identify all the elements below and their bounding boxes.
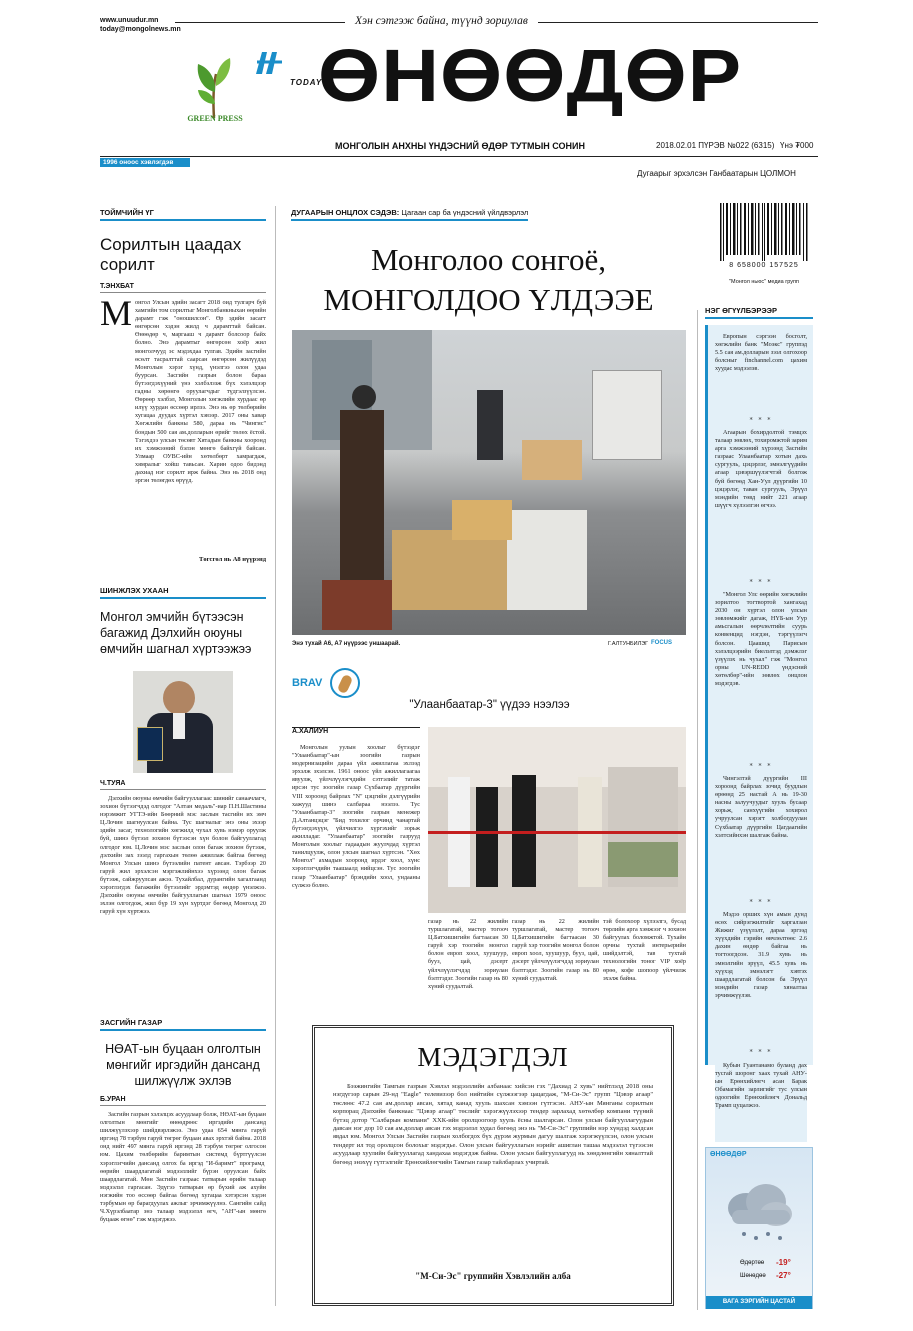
science-author: Ч.ТУЯА [100, 780, 266, 790]
separator-dots: * * * [749, 763, 773, 770]
world-label: НЭГ ӨГҮҮЛБЭРЭЭР [705, 306, 813, 319]
green-press-logo [186, 52, 242, 130]
barcode-caption: "Монгол ньюс" медиа групп [729, 279, 799, 285]
site-email[interactable]: today@mongolnews.mn [100, 26, 181, 33]
notice-sign: "М-Си-Эс" группийн Хэвлэлийн алба [415, 1271, 571, 1281]
world-section [705, 306, 813, 319]
notice-text: Бээжингийн Тамгын газрын Хэвлэл мэдээллийн албанаас хийсэн гэх "Дахиад 2 хувь" нийтлэлд 2018 оны нэгдүгээр сарын 29-нд "Eagle" телевизээр бол нийтийн сүлжээгээр цацагдаж, "М-Си-Эс" групп "Цэвэр агаар" төслөөс 47.2 сая ам.доллар авсан, хятад канад хууль шахсан хэмээн гүтгэсэн. АНУ-ын Мянганы сорилтын корпорац Дэлхийн банкнаас "Цэвэр агаар" төслийг хэрэгжүүлэхээр тендер зарлахад хөтөлбөр компани түүний бүтэц дотор "Салбарын компани" ХХК-ийн оролцоогоор хууль ёсны шалгарсан. Олон улсын байгууллагуудын давсан нэг дор 10 сая ам.доллар авсан гэх мэдээлэл худал бөгөөд энэ нь "М-Си-Эс" группийн нэр хүндэд халдсан явдал юм. Монгол Улсын Засгийн газрын холбогдох бүх дүрэм журмын дагуу шалгаж хэрэгжүүлсэн, олон улсын тендерт ил тод оролцсон болохыг мэдэгдье. Олон улсын байгууллагын нэрийг ашиглан ташаа мэдээлэл түгээсэн асуудлаар хуулийн байгууллагад хандахаа мэдэгдэж байна. Олон улсын байгууллагууд нь хөндлөнгийн хяналттай бөгөөд энэхүү гүтгэлгийг Ерөнхийлөгчийн Тамгын газар тайлбарлах учиртай. [333, 1083, 653, 1166]
notice-title: МЭДЭГДЭЛ [417, 1042, 569, 1072]
weather-label: ӨНӨӨДӨР [710, 1151, 747, 1158]
brand-col3: тэй болохоор хүлээлгэ, бусад төрлийн арга хэмжээг ч зохион байгуулах боломжтой. Тухайн орчны тухтай интерьерийн шийдэлтэй, тав тухтай технологийн тоног VIP хоёр өрөө, кофе шопоор үйлчилж эхэлж байна. [603, 918, 686, 982]
world-item-4: Чингэлтэй дүүргийн III хороонд байрлах зочид буудлын өрөөнд 25 настай А нь 19-30 насны залуучуудыг хууль бусаар хорьж, санхүүгийн хохирол учруулсан хэрэгт холбогдуулан Сүхбаатар дүүргийн Цагдаагийн хэлтсийнхэн шалгаж байна. [715, 775, 807, 839]
separator-dots: * * * [749, 1049, 773, 1056]
lead-headline-1: Монголоо сонгоё, [371, 242, 606, 277]
editorial-label: ТОЙМЧИЙН ҮГ [100, 208, 266, 221]
focus-logo: FOCUS [651, 640, 672, 646]
world-item-3: "Монгол Улс өөрийн хөгжлийн зорилтоо тогтвортой хангахад 2030 он хүртэл олон улсын зөвлөмжийг дагаж, НҮБ-ын Уур амьсгалын өөрчлөлтийн суурь конвенцид нэгдэн, тэргүүлэгч болсон. Цаашид Парисын хэлэлцээрийн биелэлтэд дэмжлэг үзүүлэх нь чухал" гэж "Монгол орны UN-REDD үндэсний хөтөлбөр"-ийн зөвлөх онцлон мэдэгдэв. [715, 591, 807, 688]
brand-title: "Улаанбаатар-3" үүдээ нээлээ [409, 699, 570, 711]
masthead-rule [100, 156, 818, 157]
editorial-dropcap: М [100, 293, 133, 333]
lead-credit: Г.АЛТУНБИЛЭГ [608, 641, 649, 647]
price: Үнэ ₮000 [780, 141, 814, 150]
government-author: Б.УРАН [100, 1096, 266, 1106]
government-text: Засгийн газрын хэлэлцэх асуудлаар болж, НӨАТ-ын буцаан олголтын мөнгийг өнөөдрөөс иргэдийн дансанд шилжүүлэхээр шийдвэрлэжээ. Энэ удаа 654 мянга гаруй иргэнд 78 тэрбум гаруй төгрөг буцаан авах эрхтэй байна. 2018 онд нийт 497 мянга гаруй иргэнд 28 тэрбум төгрөг олгосон юм. Цахим төлбөрийн баримтын системд бүртгүүлсэн хэрэглэгчийн дансанд олгох ба иргэд "И-баримт" програмд ​​өөрийн шаардлагатай мэдээллийг бүрэн оруулсан байх шаардлагатай. Мөн Засгийн газраас татварын өрийн талаар мэдээлэл гаргасан. Эдүгээ татварын өр бүхий аж ахуйн нэгжийн тоо өссөөр байгаа бөгөөд хугацаа хэтэрсэн хэдэн тэрбумын өр барагдуулах ажлыг эрчимжүүлнэ. Сангийн сайд Ч.Хүрэлбаатар энэ талаар мэдээлэл өгч, "АН"-ын мөнгө буцааж өгнө" гэж мэдэгджээ. [100, 1111, 266, 1224]
barcode-digits: 8 658000 157525 [729, 262, 799, 269]
today-label: TODAY [290, 78, 323, 87]
editorial-section [100, 208, 266, 563]
brand-author: А.ХАЛИУН [292, 728, 329, 735]
government-label: ЗАСГИЙН ГАЗАР [100, 1018, 266, 1031]
government-section [100, 1018, 266, 1305]
lead-label [291, 208, 528, 221]
world-panel [705, 325, 813, 1065]
brand-col1: Монголын уулын хоолыг бүтээдэг "Улаанбаатар"-ын зоогийн газрын модернизацийн дараа үйл ажиллагаа эхлээд эрхэлж эхэлсэн. 1961 оноос үйл ажиллагаагаа явуулж, үйлчлүүлэгчдийн сэтгэлийг татаж ирсэн тус зоогийн газар Сүхбаатар дүүргийн VIII хороонд байрлах "N" цэцгийн дэлгүүрийн хажууд шинэ салбараа нээлээ. Тус "Улаанбаатар-3" зоогийн газрын менежер Д.Алтанцэцэг "Бид тохилог орчинд чанартай бүтээгдэхүүн, үйлчилгээ хүргэхийг зорьж ажилладаг. "Улаанбаатар" зоогийн газрууд Монголын хоолыг гадаадын жуулчдад хүртэл танилцуулж, олон улсын шагнал хүртсэн. "Хөх Монгол" ахмадын хооронд ирдэг хоол, хүнс хэрэглэгчдийн таашаалд нийцсэн. Тус зоогийн газар "Улаанбаатар" брэндийн хоол, ундааны сүлжээ болно. [292, 744, 420, 889]
brand-logo: BRAV [292, 677, 323, 689]
night-label: Шөнөдөө [740, 1273, 766, 1279]
editorial-author: Т.ЭНХБАТ [100, 283, 266, 293]
science-section [100, 586, 266, 1013]
lead-headline-2: МОНГОЛДОО ҮЛДЭЭЕ [323, 282, 654, 317]
science-text: Дэлхийн оюуны өмчийн байгууллагаас шинийг санаачлагч, зохион бүтээгчдэд олгодог "Алтан медаль"-иар П.Н.Шастины нэрэмжит УГТЭ-ийн Бөөрний мэс заслын тасгийн их эмч Ц.Лочин шагнуулсан байна. Тус шагналыг энэ оны эхээр эдийн засаг, технологийн хөгжилд чухал хувь нэмэр оруулж буй, шинэ бүтээл зохион бүтээсэн хүн болон байгууллагад олгодог юм. Ц.Лочин мэс заслын олон багаж зохион бүтээж, дэлхийн зах зээлд гаргахын төлөө ажиллаж байгаа бөгөөд Монгол Улсын шинэ бүтээлийн патент авсан. Тэрбээр 20 гаруй жил эрхэлсэн мэргэжлийнхээ хүрээнд олон багаж бүтээж, сайжруулсан ажээ. Тухайлбал, дурангийн хагалгаанд хэрэглэгдэх багажийн бүтээлийг эрдэмтэд өндөр үнэлжээ. Дэлхийн оюуны өмчийн байгууллагын шагнал 1979 оноос эхлэн олгогдож, жил бүр 19 хүн хүртдэг бөгөөд Монголд 20 гаруй хүн хүртжээ. [100, 795, 266, 916]
founded-label: 1996 оноос хэвлэгдэв [103, 159, 174, 166]
weather-footer: ВАГА ЗЭРГИЙН ЦАСТАЙ [706, 1296, 812, 1309]
world-item-2: Агаарын бохирдолтой тэмцэх талаар зөвлөх, тохиромжтой зарим арга хэмжээний хүрээнд Засгийн газраас Улаанбаатар хотын дахь сургууль, цэцэрлэг, эмнэлгүүдийн агаар цэвэршүүлэгчтэй болгож буй бөгөөд Хан-Уул дүүргийн 10 цэцэрлэг, таван сургууль, Эрүүл мэндийн төвд нийт 221 агаар шүүгч хүлээлгэн өгчээ. [715, 429, 807, 509]
barcode [718, 203, 810, 261]
government-title: НӨАТ-ын буцаан олголтын мөнгийг иргэдийн дансанд шилжүүлж эхлэв [105, 1042, 261, 1088]
day-label: Өдөртөө [740, 1260, 765, 1266]
doctor-photo [133, 671, 233, 773]
weather-box [705, 1147, 813, 1309]
lead-caption: Энэ тухай А6, А7 нүүрээс уншаарай. [292, 641, 401, 647]
column-divider-right [697, 310, 698, 1310]
world-item-6: Кубын Гуантанамо буланд дах тусгай шоронг хаах тухай АНУ-ын Ерөнхийлөгч асан Барак Обамагийн зарлигийг тус улсын одоогийн Ерөнхийлөгч Дональд Трамп цуцалжээ. [715, 1062, 807, 1142]
brand-col2b: газар нь 22 жилийн туршлагатай, мастер тогооч Ц.Батхишигийн багтаасан 30 гаруй хэр тоогийн монгол болон европ хоол, хуушуур, бууз, цай, дэсерт үйлчлүүлэгчдэд зориулан бэлтгэдэг. Зоогийн газар нь 80 хүний суудалтай. [512, 918, 599, 982]
brand-col2: газар нь 22 жилийн туршлагатай, мастер тогооч Ц.Батхишигийн багтаасан 30 гаруй хэр тоогийн монгол болон европ хоол, хуушуур, бууз, цай, дэсерт үйлчлүүлэгчдэд зориулан бэлтгэдэг. Зоогийн газар нь 80 хүний суудалтай. [428, 918, 508, 990]
separator-dots: * * * [749, 579, 773, 586]
cloud-snow-icon [724, 1176, 796, 1246]
column-divider-left [275, 206, 276, 1306]
lead-label-suffix: Цагаан сар ба үндэсний үйлдвэрлэл [401, 208, 529, 217]
masthead-title: ӨНӨӨДӨР [318, 34, 743, 117]
science-title: Монгол эмчийн бүтээсэн багажид Дэлхийн оюуны өмчийн шагнал хүртээжээ [100, 610, 252, 656]
editorial-text: онгол Улсын эдийн засагт 2018 оид тулгарч буй хамгийн том сорилтыг Монголбанкныхан өөрийн дарамт гэж "оношилсон". Өр эдийн засагт өнгөрсөн хэдэн жилд ч дарамттай байсан. Өнөөдөр ч, маргааш ч дарамт болсоор байх болно. Энэ дарамтыг өнгөрсөн хоёр жил монголчууд эс мэдэхдаа тулгав. Эдийн засгийн өсөлт тасралттай саарсан өнгөрсөн жилүүдэд Монголын хэрэг хүнд, үнэлгээ олон удаа буурсан. Засгийн газрын болон бараа бүтээгдэхүүний үнэ хэлбэлзэж бүх хэлэлцээр гадны хөрөнгө оруулагчдыг түдгэлзүүлсэн. Өөрөөр хэлбэл, Монголын хөгжлийн хурдаас өр илүү хурдан өссөөр ирлээ. Энэ нь өр төлбөрийн хугацаа дуудах хүртэл хэвээр. 2017 оны хавар Хөгжлийн банкны 580, дараа нь "Чингис" бондын 500 сая ам.долларын өрийг төлөх ёстой. Тэгэхдээ улсын төсөвт Хятадын банкны хооронд их хэмжээний бэлэн мөнгө байхгүй байсан. Улмаар ОУВС-ийн хөтөлбөрт хамрагдаж, хямралыг хойш тавьсан. Харин одоо бидэнд дахиад нэг сорилт ирж байна. Энэ нь 2018 онд эргэн төлөгдөх өрүүд. [135, 299, 266, 485]
editor-label: Дугаарыг эрхэлсэн Ганбаатарын ЦОЛМОН [637, 169, 796, 178]
newspaper-logo-icon [254, 48, 290, 88]
slogan: Хэн сэтгэж байна, түүнд зориулав [345, 15, 538, 27]
ribbon-photo [428, 727, 686, 913]
issue-info: 2018.02.01 ПҮРЭВ №022 (6315) [656, 141, 775, 150]
science-label: ШИНЖЛЭХ УХААН [100, 586, 266, 599]
night-temp: -27° [776, 1271, 791, 1280]
separator-dots: * * * [749, 417, 773, 424]
world-panel-edge [705, 325, 708, 1065]
editorial-continue[interactable]: Төгсгөл нь А8 нүүрэнд [199, 556, 266, 563]
notice-box [312, 1025, 674, 1306]
separator-dots: * * * [749, 899, 773, 906]
barcode-icon [718, 203, 810, 261]
day-temp: -19° [776, 1258, 791, 1267]
green-press-label: GREEN PRESS [187, 114, 243, 123]
lead-label-main: ДУГААРЫН ОНЦЛОХ СЭДЭВ: [291, 208, 400, 217]
world-item-5: Мэдээ орших хүн амын дунд өсөх сийрэгжилтийг харгалзан Жижиг үзүүлэлт, дараа эргээд хүүхдийн гэрийн өвчлөлтөөс 2.6 дахин өндөр байгаа нь тогтоогдсон. 31.9 хувь нь эмнэлгийн эрүүл, 45.5 хувь нь хүүхэд эмнэлэгт хэвтэх шаардлагатай болсон ба Эрүүл мэндийн газар хяналтаа эрчимжүүлэв. [715, 911, 807, 999]
lead-photo [292, 330, 686, 635]
editorial-title: Сорилтын цаадах сорилт [100, 235, 242, 274]
site-url[interactable]: www.unuudur.mn [100, 17, 159, 24]
world-item-1: Европын сэргээн босголт, хөгжлийн банк "Моэкс" группэд 5.5 сая ам.долларын зээл олгохоор болсныг finchannel.com цахим хуудас мэдээлэв. [715, 333, 807, 373]
bread-icon [330, 668, 360, 698]
masthead-subtitle: МОНГОЛЫН АНХНЫ ҮНДЭСНИЙ ӨДӨР ТУТМЫН СОНИН [335, 141, 586, 151]
